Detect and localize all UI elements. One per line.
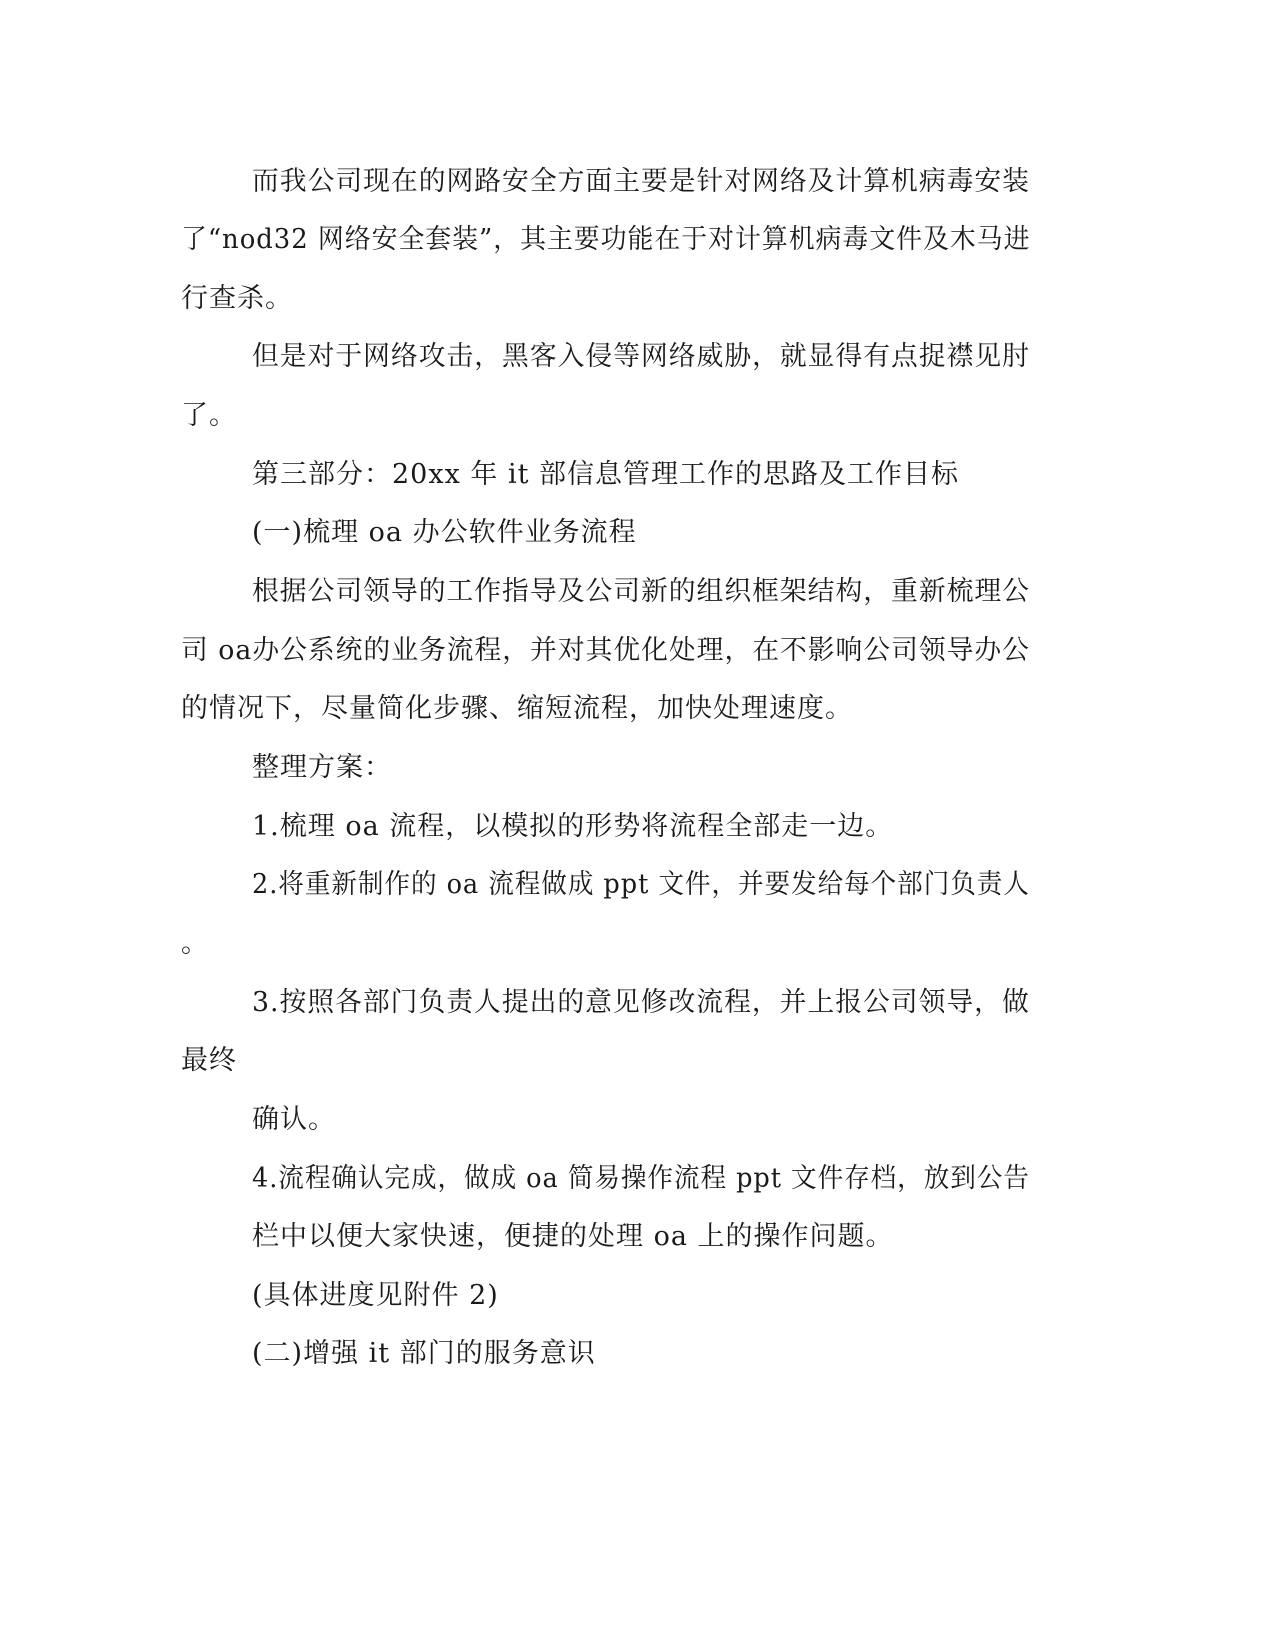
list-item: 4.流程确认完成，做成 oa 简易操作流程 ppt 文件存档，放到公告 bbox=[252, 1163, 1030, 1194]
paragraph-line: 的情况下，尽量简化步骤、缩短流程，加快处理速度。 bbox=[181, 693, 853, 724]
subsection-heading: (二)增强 it 部门的服务意识 bbox=[252, 1338, 596, 1369]
paragraph-line: 了。 bbox=[181, 400, 237, 431]
list-item: 2.将重新制作的 oa 流程做成 ppt 文件，并要发给每个部门负责人 bbox=[252, 869, 1030, 900]
paragraph-line: 而我公司现在的网路安全方面主要是针对网络及计算机病毒安装 bbox=[252, 166, 1030, 197]
subsection-heading: (一)梳理 oa 办公软件业务流程 bbox=[252, 517, 637, 548]
list-item-continuation: 确认。 bbox=[252, 1104, 336, 1135]
paragraph-line: 根据公司领导的工作指导及公司新的组织框架结构，重新梳理公 bbox=[252, 576, 1030, 607]
paragraph-line: 司 oa办公系统的业务流程，并对其优化处理，在不影响公司领导办公 bbox=[181, 635, 1030, 666]
paragraph-line: (具体进度见附件 2) bbox=[252, 1280, 499, 1311]
list-item-continuation: 栏中以便大家快速，便捷的处理 oa 上的操作问题。 bbox=[252, 1221, 894, 1252]
list-item-continuation: 。 bbox=[181, 928, 209, 959]
section-heading: 第三部分：20xx 年 it 部信息管理工作的思路及工作目标 bbox=[252, 459, 960, 490]
paragraph-line: 但是对于网络攻击，黑客入侵等网络威胁，就显得有点捉襟见肘 bbox=[252, 341, 1030, 372]
paragraph-line: 行查杀。 bbox=[181, 283, 293, 314]
list-item: 3.按照各部门负责人提出的意见修改流程，并上报公司领导，做 bbox=[252, 987, 1030, 1018]
paragraph-line: 了“nod32 网络安全套装”，其主要功能在于对计算机病毒文件及木马进 bbox=[181, 224, 1031, 255]
list-item: 1.梳理 oa 流程，以模拟的形势将流程全部走一边。 bbox=[252, 811, 894, 842]
paragraph-line: 整理方案： bbox=[252, 752, 392, 783]
list-item-continuation: 最终 bbox=[181, 1045, 237, 1076]
